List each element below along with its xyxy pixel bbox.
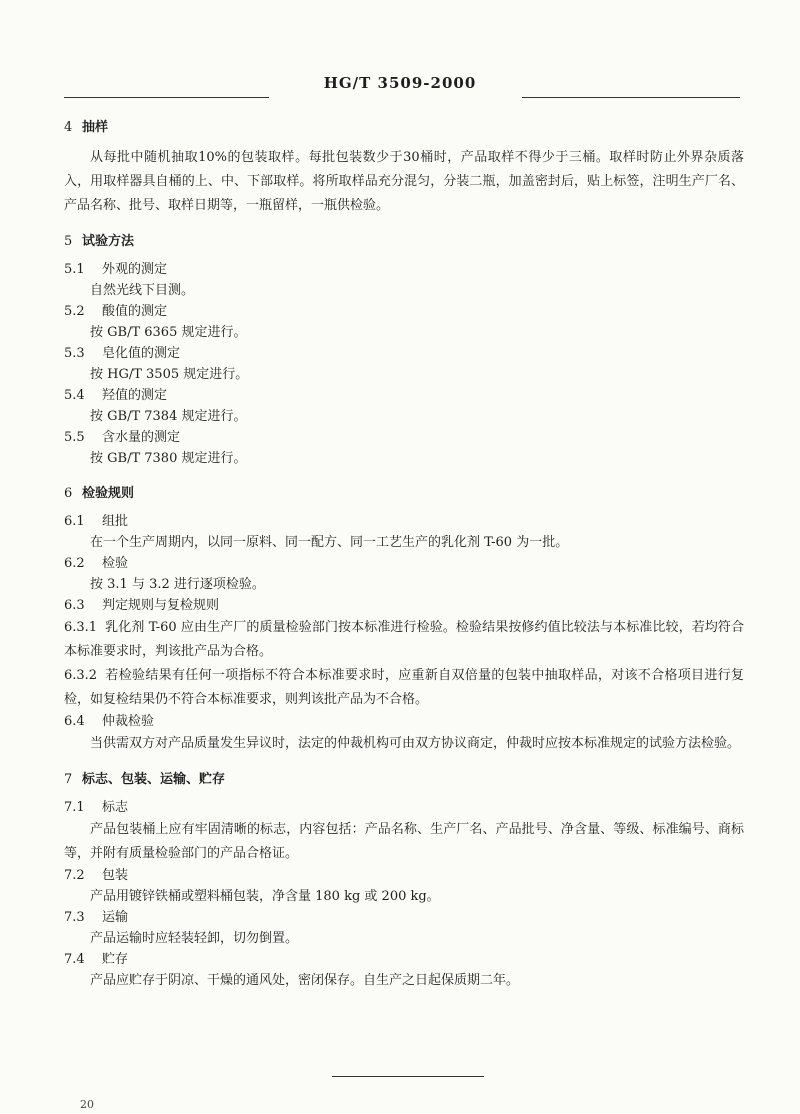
- subsection-heading: [64, 908, 744, 928]
- clause-6-3-2: [64, 664, 744, 712]
- document-body: [64, 118, 744, 992]
- subsection-heading: [64, 596, 744, 616]
- clause-text: 乳化剂 T-60 应由生产厂的质量检验部门按本标准进行检验。检验结果按修约值比较法与本标准比较，若均符合本标准要求时，判该批产品为合格。: [64, 620, 744, 659]
- section-4-heading: [64, 118, 744, 138]
- subsection-text: 产品用镀锌铁桶或塑料桶包装，净含量 180 kg 或 200 kg。: [90, 889, 440, 904]
- subsection-text: 按 3.1 与 3.2 进行逐项检验。: [90, 577, 265, 592]
- subsection-title: 运输: [102, 910, 129, 925]
- section-number: 5: [64, 234, 73, 249]
- header-rule-right: [522, 97, 740, 98]
- subsection-number: 6.4: [64, 714, 85, 729]
- subsection-text: 按 GB/T 7384 规定进行。: [90, 409, 247, 424]
- clause-6-3-1: [64, 616, 744, 664]
- subsection-title: 仲裁检验: [102, 714, 155, 729]
- subsection-number: 6.1: [64, 514, 85, 529]
- subsection-title: 标志: [102, 800, 129, 815]
- subsection-title: 包装: [102, 868, 129, 883]
- subsection-heading: [64, 386, 744, 406]
- subsection-heading: [64, 344, 744, 364]
- section-title: 标志、包装、运输、贮存: [82, 772, 226, 787]
- subsection-title: 皂化值的测定: [102, 346, 181, 361]
- section-5-heading: [64, 232, 744, 252]
- subsection-text: 按 GB/T 7380 规定进行。: [90, 451, 247, 466]
- subsection-title: 酸值的测定: [102, 304, 168, 319]
- clause-number: 6.3.1: [64, 620, 98, 635]
- subsection-text: 产品应贮存于阴凉、干燥的通风处，密闭保存。自生产之日起保质期二年。: [90, 973, 520, 988]
- page-number: 20: [80, 1098, 94, 1111]
- section-number: 7: [64, 772, 73, 787]
- header-title: HG/T 3509-2000: [323, 74, 477, 92]
- subsection-heading: [64, 512, 744, 532]
- section-number: 4: [64, 120, 73, 135]
- header-rule-left: [64, 97, 269, 98]
- subsection-text: 产品包装桶上应有牢固清晰的标志，内容包括：产品名称、生产厂名、产品批号、净含量、等级、标准编号、商标等，并附有质量检验部门的产品合格证。: [64, 822, 744, 861]
- section-title: 检验规则: [82, 486, 135, 501]
- subsection-number: 7.2: [64, 868, 85, 883]
- subsection-title: 外观的测定: [102, 262, 168, 277]
- section-6-heading: [64, 484, 744, 504]
- subsection-number: 5.4: [64, 388, 85, 403]
- subsection-heading: [64, 866, 744, 886]
- subsection-number: 5.3: [64, 346, 85, 361]
- subsection-number: 7.4: [64, 952, 85, 967]
- subsection-text: 产品运输时应轻装轻卸，切勿倒置。: [90, 931, 299, 946]
- subsection-title: 含水量的测定: [102, 430, 181, 445]
- section-title: 试验方法: [82, 234, 135, 249]
- subsection-text: 当供需双方对产品质量发生异议时，法定的仲裁机构可由双方协议商定，仲裁时应按本标准规定的试验方法检验。: [90, 736, 741, 751]
- subsection-text: 按 GB/T 6365 规定进行。: [90, 325, 247, 340]
- subsection-title: 判定规则与复检规则: [102, 598, 220, 613]
- subsection-heading: [64, 798, 744, 818]
- section-number: 6: [64, 486, 73, 501]
- subsection-number: 5.1: [64, 262, 85, 277]
- subsection-number: 5.5: [64, 430, 85, 445]
- subsection-title: 组批: [102, 514, 129, 529]
- footer-rule: [332, 1076, 484, 1077]
- subsection-number: 7.3: [64, 910, 85, 925]
- subsection-text: 自然光线下目测。: [90, 283, 195, 298]
- subsection-number: 5.2: [64, 304, 85, 319]
- section-7-heading: [64, 770, 744, 790]
- subsection-heading: [64, 554, 744, 574]
- subsection-title: 检验: [102, 556, 129, 571]
- subsection-heading: [64, 260, 744, 280]
- subsection-heading: [64, 950, 744, 970]
- subsection-number: 6.2: [64, 556, 85, 571]
- subsection-title: 贮存: [102, 952, 129, 967]
- section-4-text: 从每批中随机抽取10%的包装取样。每批包装数少于30桶时，产品取样不得少于三桶。取样时防止外界杂质落入，用取样器具自桶的上、中、下部取样。将所取样品充分混匀，分装二瓶，加盖密封后，贴上标签，注明生产厂名、产品名称、批号、取样日期等，一瓶留样，一瓶供检验。: [64, 150, 744, 213]
- subsection-number: 7.1: [64, 800, 85, 815]
- subsection-heading: [64, 712, 744, 732]
- subsection-title: 羟值的测定: [102, 388, 168, 403]
- subsection-text: 按 HG/T 3505 规定进行。: [90, 367, 249, 382]
- subsection-number: 6.3: [64, 598, 85, 613]
- subsection-heading: [64, 428, 744, 448]
- subsection-heading: [64, 302, 744, 322]
- clause-number: 6.3.2: [64, 668, 98, 683]
- section-title: 抽样: [82, 120, 109, 135]
- subsection-text: 在一个生产周期内，以同一原料、同一配方、同一工艺生产的乳化剂 T-60 为一批。: [90, 535, 569, 550]
- clause-text: 若检验结果有任何一项指标不符合本标准要求时，应重新自双倍量的包装中抽取样品，对该不合格项目进行复检，如复检结果仍不符合本标准要求，则判该批产品为不合格。: [64, 668, 744, 707]
